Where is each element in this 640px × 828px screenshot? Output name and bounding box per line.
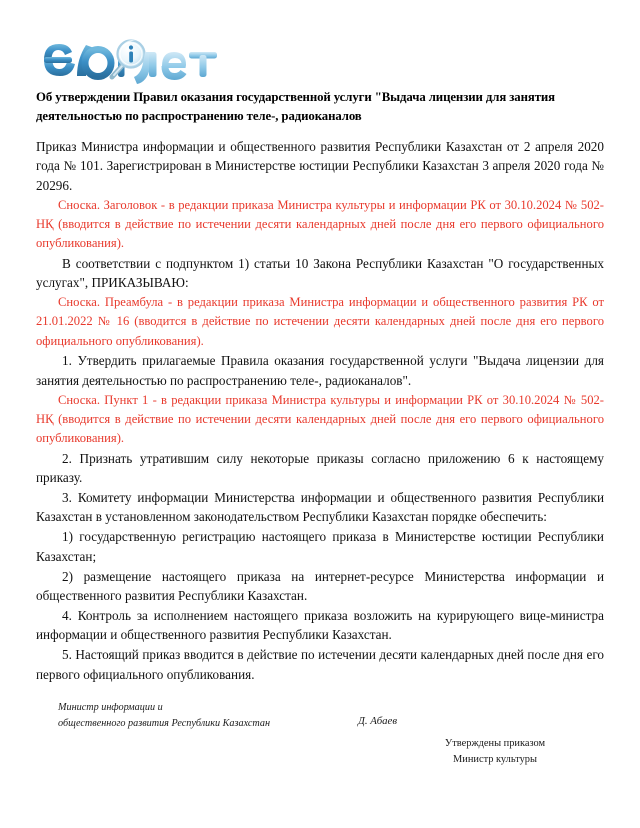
paragraph-item-1: 1. Утвердить прилагаемые Правила оказания государственной услуги "Выдача лицензии для занятия деятельностью по распространению теле-, радиоканалов". xyxy=(36,353,604,388)
page-title: Об утверждении Правил оказания государственной услуги "Выдача лицензии для занятия деятельностью по распространению теле-, радиоканалов xyxy=(36,90,555,123)
signatory-role-line2: общественного развития Республики Казахстан xyxy=(58,717,271,729)
approval-block xyxy=(386,736,604,767)
logo-letter-ye xyxy=(162,52,187,80)
document-body xyxy=(36,88,604,685)
logo-letter-ae xyxy=(44,44,75,76)
paragraph-preamble: В соответствии с подпунктом 1) статьи 10 Закона Республики Казахстан "О государственных услугах", ПРИКАЗЫВАЮ: xyxy=(36,255,604,291)
signatory-role-line1: Министр информации и xyxy=(58,702,163,713)
approval-line1: Утверждены приказом xyxy=(444,738,546,749)
paragraph-item-4: 4. Контроль за исполнением настоящего приказа возложить на курирующего вице-министра информации и общественного развития Республики Казахстан. xyxy=(36,607,604,643)
adilet-logo-svg xyxy=(36,30,236,86)
magnifier-i-icon xyxy=(112,40,145,77)
signatory-name: Д. Абаев xyxy=(358,715,398,727)
paragraph-item-5: 5. Настоящий приказ вводится в действие по истечении десяти календарных дней после дня его первого официального опубликования. xyxy=(36,647,604,682)
logo-letter-te xyxy=(189,52,217,77)
signature-block xyxy=(36,700,604,790)
paragraph-item-3-1: 1) государственную регистрацию настоящего приказа в Министерстве юстиции Республики Казахстан; xyxy=(36,529,604,564)
adilet-logo[interactable] xyxy=(36,30,236,86)
signatory-role xyxy=(58,700,358,731)
paragraph-item-3-2: 2) размещение настоящего приказа на интернет-ресурсе Министерства информации и общественного развития Республики Казахстан. xyxy=(36,568,604,604)
logo-letter-de xyxy=(77,45,111,77)
paragraph-item-3: 3. Комитету информации Министерства информации и общественного развития Республики Казахстан в установленном законодательством Республики Казахстан порядке обеспечить: xyxy=(36,489,604,525)
paragraph-item-2: 2. Признать утратившим силу некоторые приказы согласно приложению 6 к настоящему приказу. xyxy=(36,450,604,486)
footnote-item-1: Сноска. Пункт 1 - в редакции приказа Министра культуры и информации РК от 30.10.2024 № 502-НҚ (вводится в действие по истечении десяти календарных дней после дня его первого официального опубликования). xyxy=(36,392,604,445)
footnote-preamble: Сноска. Преамбула - в редакции приказа Министра информации и общественного развития РК от 21.01.2022 № 16 (вводится в действие по истечении десяти календарных дней после дня его первого официального опубликования). xyxy=(36,295,604,348)
footnote-title: Сноска. Заголовок - в редакции приказа Министра культуры и информации РК от 30.10.2024 № 502-НҚ (вводится в действие по истечении десяти календарных дней после дня его первого официального опубликования). xyxy=(36,197,604,251)
paragraph-intro: Приказ Министра информации и общественного развития Республики Казахстан от 2 апреля 2020 года № 101. Зарегистрирован в Министерстве юстиции Республики Казахстан 3 апреля 2020 года № 20296. xyxy=(36,139,604,193)
approval-line2: Министр культуры xyxy=(453,753,537,765)
